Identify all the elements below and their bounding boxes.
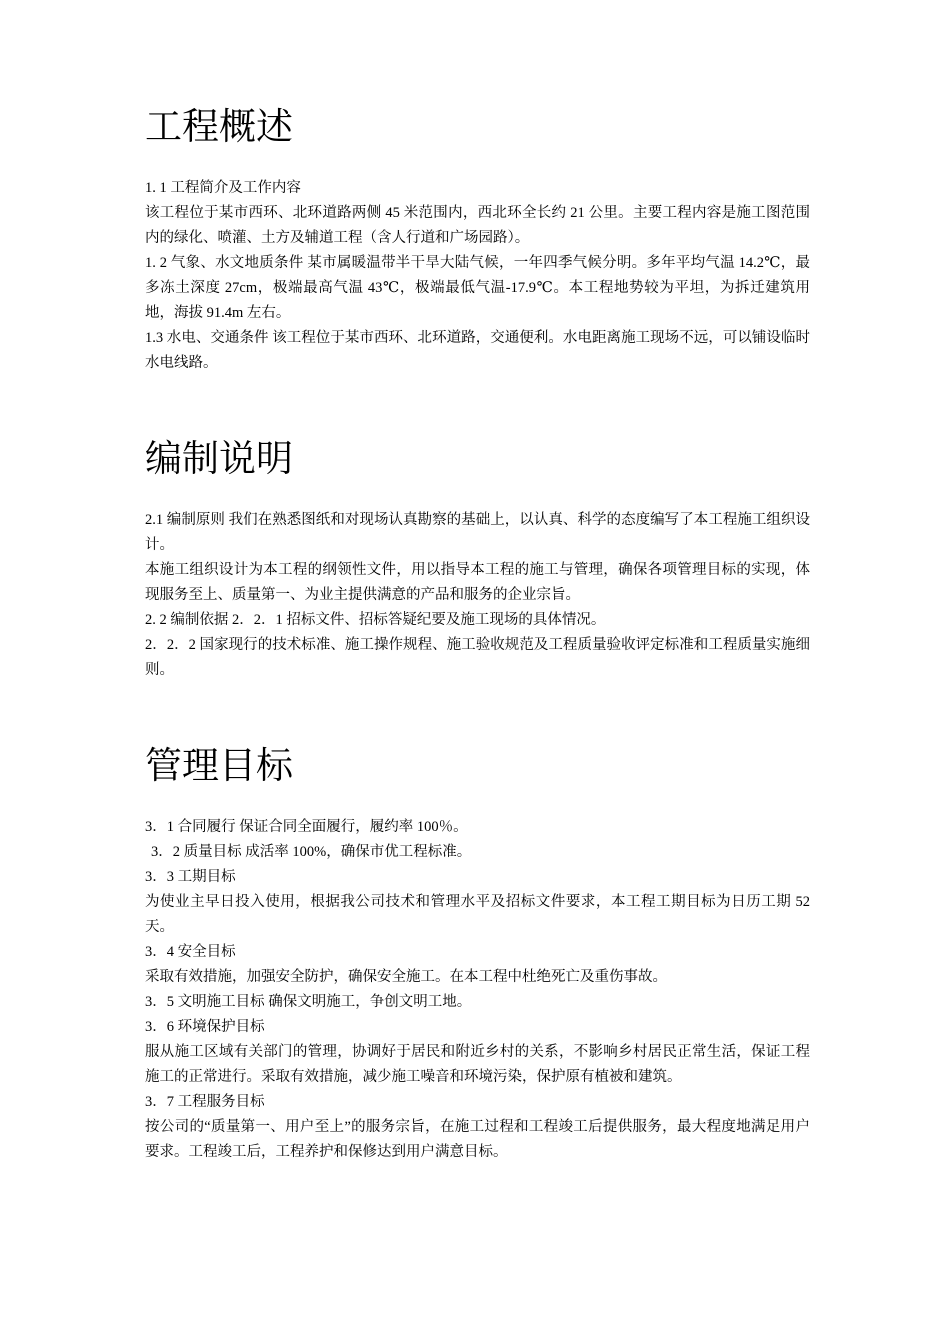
- document-page: [145, 100, 810, 1165]
- paragraph: 2．2．2 国家现行的技术标准、施工操作规程、施工验收规范及工程质量验收评定标准和工程质量实施细则。: [145, 637, 810, 678]
- section-body-compilation: [145, 508, 810, 683]
- section-title-overview: 工程概述: [145, 105, 293, 148]
- paragraph: 服从施工区域有关部门的管理，协调好于居民和附近乡村的关系，不影响乡村居民正常生活，保证工程施工的正常进行。采取有效措施，减少施工噪音和环境污染，保护原有植被和建筑。: [145, 1044, 810, 1085]
- paragraph: 3．2 质量目标 成活率 100%，确保市优工程标准。: [151, 844, 472, 860]
- paragraph: 2.1 编制原则 我们在熟悉图纸和对现场认真勘察的基础上，以认真、科学的态度编写了本工程施工组织设计。: [145, 512, 810, 553]
- paragraph: 为使业主早日投入使用，根据我公司技术和管理水平及招标文件要求，本工程工期目标为日历工期 52 天。: [145, 894, 810, 935]
- section-title-compilation: 编制说明: [145, 437, 293, 480]
- spacer: [145, 154, 810, 176]
- paragraph: 3．5 文明施工目标 确保文明施工，争创文明工地。: [145, 994, 472, 1010]
- paragraph: 本施工组织设计为本工程的纲领性文件，用以指导本工程的施工与管理，确保各项管理目标的实现，体现服务至上、质量第一、为业主提供满意的产品和服务的企业宗旨。: [145, 562, 810, 603]
- paragraph: 3．6 环境保护目标: [145, 1019, 265, 1035]
- paragraph: 按公司的“质量第一、用户至上”的服务宗旨，在施工过程和工程竣工后提供服务，最大程度地满足用户要求。工程竣工后，工程养护和保修达到用户满意目标。: [145, 1119, 810, 1160]
- paragraph: 3．7 工程服务目标: [145, 1094, 265, 1110]
- section-body-overview: [145, 176, 810, 376]
- paragraph: 2. 2 编制依据 2．2．1 招标文件、招标答疑纪要及施工现场的具体情况。: [145, 612, 606, 628]
- paragraph: 1. 2 气象、水文地质条件 某市属暖温带半干旱大陆气候，一年四季气候分明。多年平均气温 14.2℃，最多冻土深度 27cm，极端最高气温 43℃，极端最低气温-17.9℃。本工程地势较为平坦，为拆迁建筑用地，海拔 91.4m 左右。: [145, 255, 810, 321]
- spacer: [145, 376, 810, 432]
- section-title-management-goals: 管理目标: [145, 744, 293, 787]
- paragraph: 3．4 安全目标: [145, 944, 236, 960]
- paragraph: 1.3 水电、交通条件 该工程位于某市西环、北环道路，交通便利。水电距离施工现场不远，可以铺设临时水电线路。: [145, 330, 810, 371]
- spacer: [145, 683, 810, 739]
- paragraph: 该工程位于某市西环、北环道路两侧 45 米范围内，西北环全长约 21 公里。主要工程内容是施工图范围内的绿化、喷灌、土方及辅道工程（含人行道和广场园路）。: [145, 205, 810, 246]
- paragraph: 采取有效措施，加强安全防护，确保安全施工。在本工程中杜绝死亡及重伤事故。: [145, 969, 667, 985]
- paragraph: 1. 1 工程简介及工作内容: [145, 180, 301, 196]
- paragraph: 3．1 合同履行 保证合同全面履行，履约率 100％。: [145, 819, 468, 835]
- spacer: [145, 793, 810, 815]
- paragraph: 3．3 工期目标: [145, 869, 236, 885]
- spacer: [145, 486, 810, 508]
- section-body-management-goals: [145, 815, 810, 1165]
